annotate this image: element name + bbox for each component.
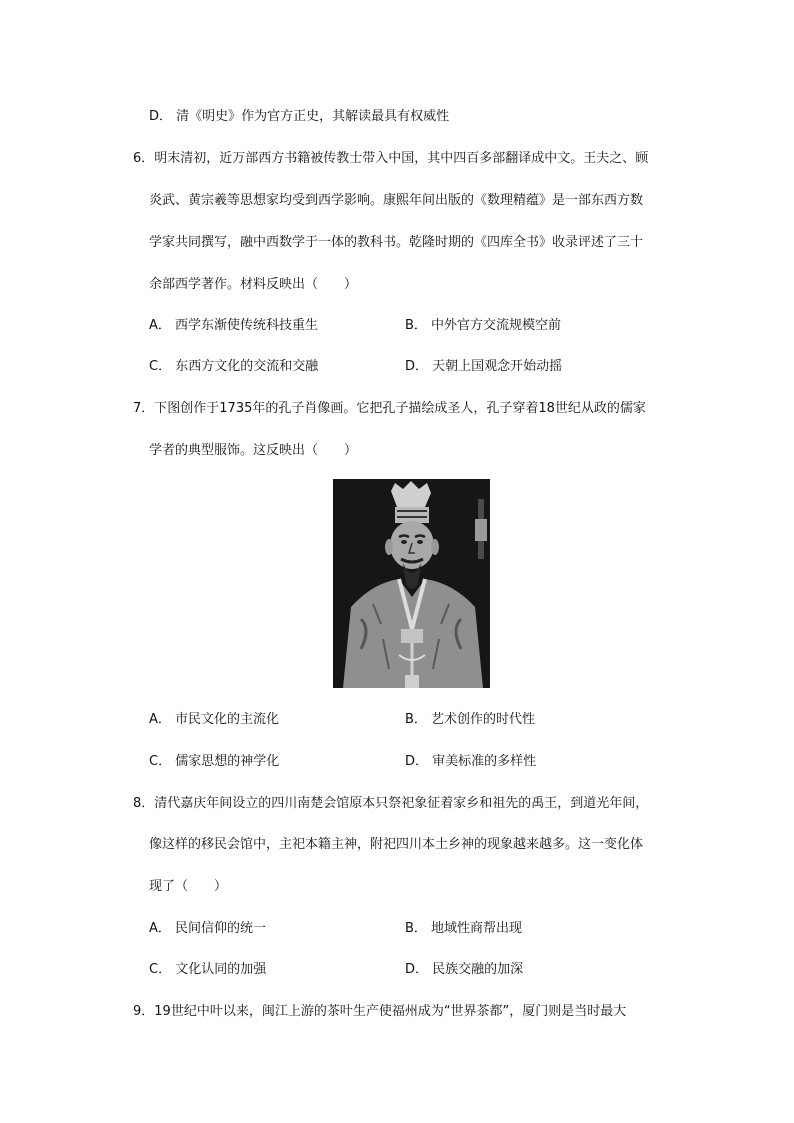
q8-stem-line-2: 像这样的移民会馆中，主祀本籍主神，附祀四川本土乡神的现象越来越多。这一变化体	[149, 837, 644, 852]
q5-option-d: D． 清《明史》作为官方正史，其解读最具有权威性	[149, 109, 450, 124]
q6-stem-line-2: 炎武、黄宗羲等思想家均受到西学影响。康熙年间出版的《数理精蕴》是一部东西方数	[149, 193, 644, 208]
q6-option-b: B． 中外官方交流规模空前	[405, 318, 562, 333]
q9-stem-line-1: 9．19世纪中叶以来，闽江上游的茶叶生产使福州成为“世界茶都”，厦门则是当时最大	[133, 1004, 627, 1019]
q7-option-c: C． 儒家思想的神学化	[149, 754, 280, 769]
q7-option-b: B． 艺术创作的时代性	[405, 712, 536, 727]
q6-stem-line-4: 余部西学著作。材料反映出（ ）	[149, 277, 358, 292]
q8-option-d: D． 民族交融的加深	[405, 962, 524, 977]
q6-stem-line-1: 6．明末清初，近万部西方书籍被传教士带入中国，其中四百多部翻译成中文。王夫之、顾	[133, 151, 649, 166]
q8-stem-line-3: 现了（ ）	[149, 879, 228, 894]
q7-option-a: A． 市民文化的主流化	[149, 712, 280, 727]
q8-stem-line-1: 8．清代嘉庆年间设立的四川南楚会馆原本只祭祀象征着家乡和祖先的禹王，到道光年间，	[133, 796, 649, 811]
q7-stem-line-1: 7．下图创作于1735年的孔子肖像画。它把孔子描绘成圣人，孔子穿着18世纪从政的儒家	[133, 401, 646, 416]
q8-option-a: A． 民间信仰的统一	[149, 921, 267, 936]
q7-option-d: D． 审美标准的多样性	[405, 754, 537, 769]
q6-stem-line-3: 学家共同撰写，融中西数学于一体的教科书。乾隆时期的《四库全书》收录评述了三十	[149, 235, 644, 250]
q6-option-a: A． 西学东渐使传统科技重生	[149, 318, 319, 333]
q6-option-d: D． 天朝上国观念开始动摇	[405, 359, 563, 374]
q8-option-b: B． 地域性商帮出现	[405, 921, 523, 936]
q8-option-c: C． 文化认同的加强	[149, 962, 267, 977]
q6-option-c: C． 东西方文化的交流和交融	[149, 359, 319, 374]
confucius-portrait-image	[333, 479, 490, 688]
confucius-portrait-icon	[333, 479, 490, 688]
q7-stem-line-2: 学者的典型服饰。这反映出（ ）	[149, 443, 358, 458]
